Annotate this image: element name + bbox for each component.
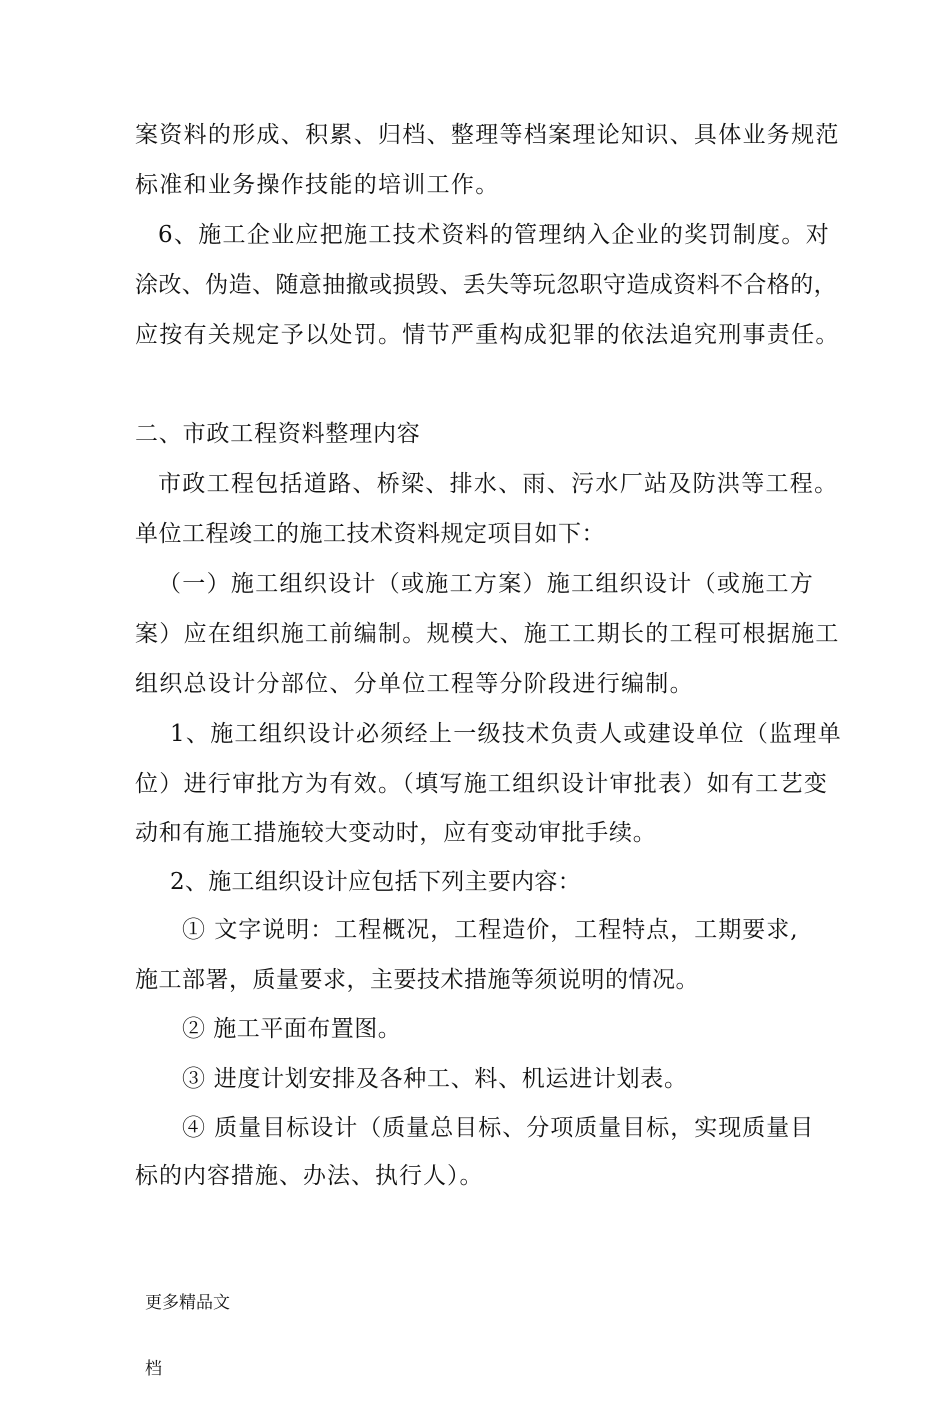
text-line: 市政工程包括道路、桥梁、排水、雨、污水厂站及防洪等工程。 — [158, 471, 839, 497]
text-line: ④ 质量目标设计（质量总目标、分项质量目标，实现质量目 — [182, 1115, 815, 1141]
text-line: （一）施工组织设计（或施工方案）施工组织设计（或施工方 — [158, 571, 815, 597]
text-line: 施工部署，质量要求，主要技术措施等须说明的情况。 — [135, 967, 699, 993]
text-line: 组织总设计分部位、分单位工程等分阶段进行编制。 — [135, 671, 694, 697]
text-line: 动和有施工措施较大变动时，应有变动审批手续。 — [135, 820, 657, 846]
text-line: 标准和业务操作技能的培训工作。 — [135, 172, 500, 198]
text-line: 1、施工组织设计必须经上一级技术负责人或建设单位（监理单 — [170, 721, 843, 747]
text-line: 单位工程竣工的施工技术资料规定项目如下： — [135, 521, 605, 547]
text-line: 标的内容措施、办法、执行人）。 — [135, 1163, 484, 1189]
text-line: 案资料的形成、积累、归档、整理等档案理论知识、具体业务规范 — [135, 122, 840, 148]
text-line: ② 施工平面布置图。 — [182, 1016, 402, 1042]
text-line: ① 文字说明：工程概况，工程造价，工程特点，工期要求, — [182, 917, 799, 943]
text-line: 案）应在组织施工前编制。规模大、施工工期长的工程可根据施工 — [135, 621, 840, 647]
footer-note-line: 档 — [145, 1359, 162, 1379]
footer-note — [145, 1248, 230, 1424]
section-heading: 二、市政工程资料整理内容 — [135, 421, 421, 447]
text-line: ③ 进度计划安排及各种工、料、机运进计划表。 — [182, 1066, 688, 1092]
text-line: 6、施工企业应把施工技术资料的管理纳入企业的奖罚制度。对 — [158, 222, 831, 248]
text-line: 应按有关规定予以处罚。情节严重构成犯罪的依法追究刑事责任。 — [135, 322, 840, 348]
text-line: 2、施工组织设计应包括下列主要内容： — [170, 869, 582, 895]
text-line: 涂改、伪造、随意抽撤或损毁、丢失等玩忽职守造成资料不合格的， — [135, 272, 837, 298]
footer-note-line: 更多精品文 — [145, 1293, 230, 1313]
text-line: 位）进行审批方为有效。（填写施工组织设计审批表）如有工艺变 — [135, 771, 829, 797]
